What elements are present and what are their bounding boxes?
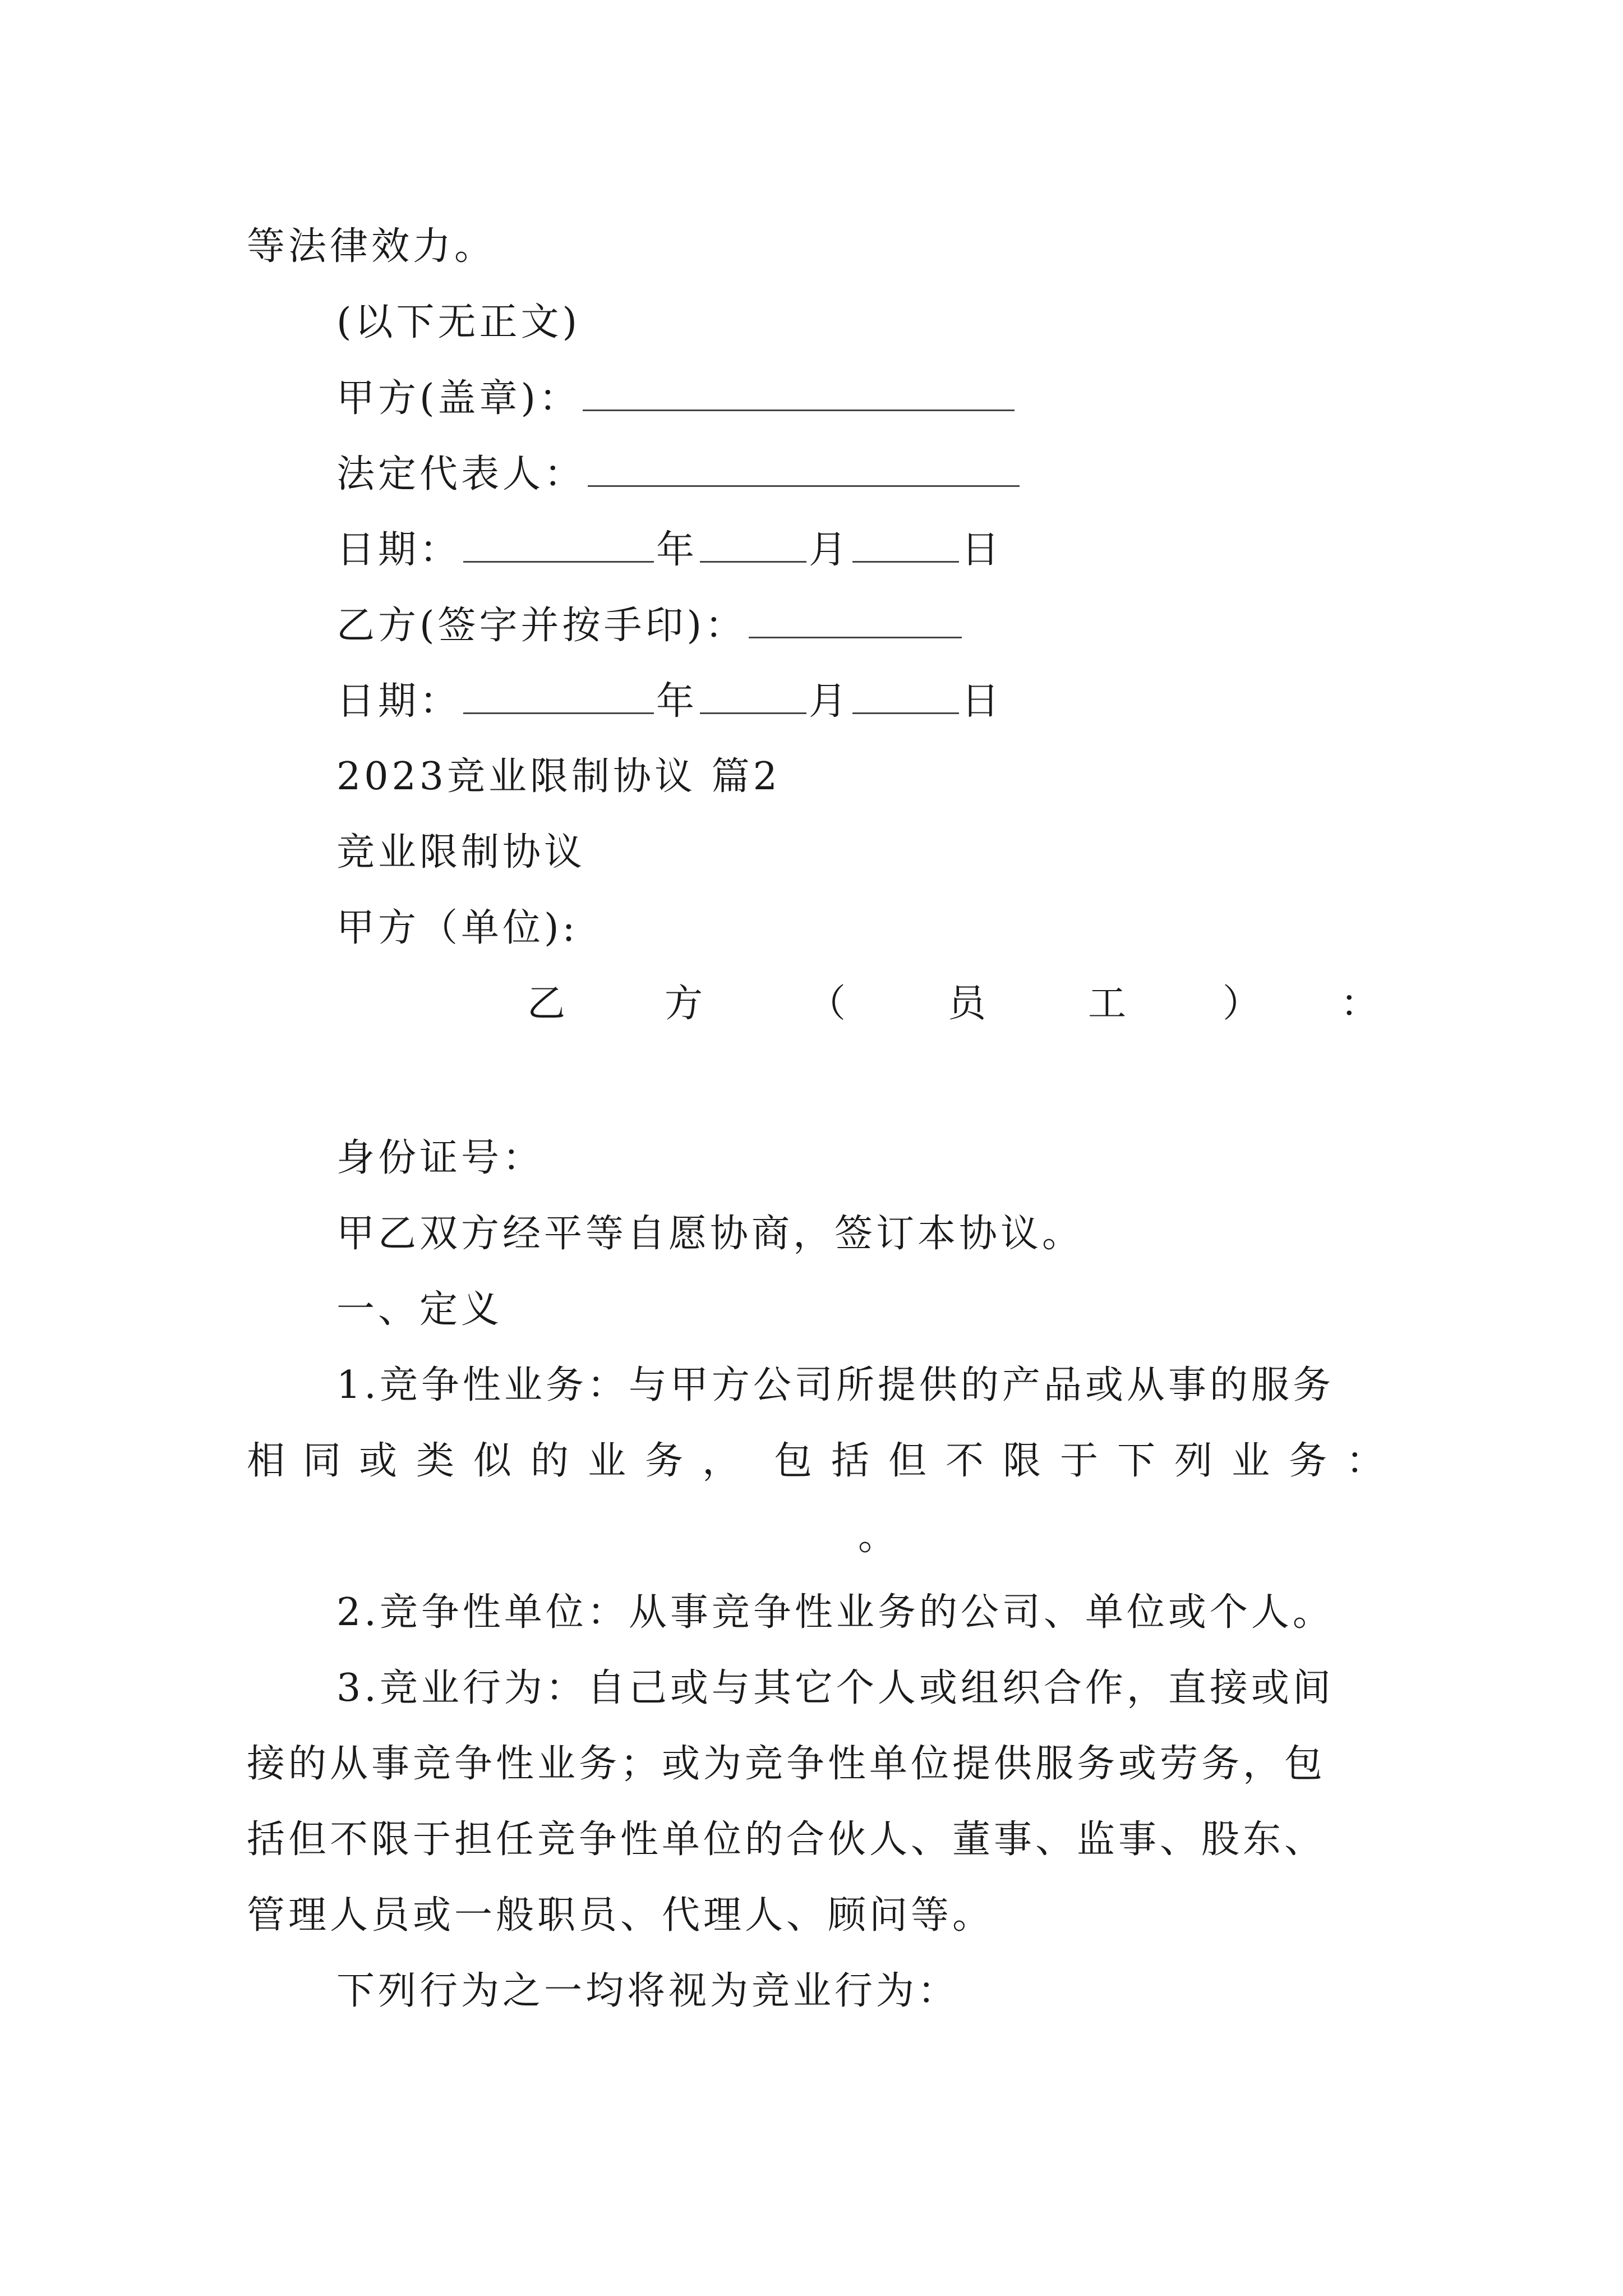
party-b-label (0, 982, 1623, 1027)
field-label: 日期： (336, 528, 462, 572)
section-heading: 2023竞业限制协议 篇2 (336, 754, 781, 799)
spaced-char: 似 (473, 1439, 512, 1483)
blank-underline (700, 527, 806, 563)
signature-field-party-b (336, 603, 964, 648)
spaced-char: 业 (588, 1439, 626, 1483)
spaced-char: 列 (1174, 1439, 1213, 1483)
spaced-char: ） (1223, 982, 1261, 1026)
date-field-party-b (336, 679, 1003, 724)
spaced-char: ： (1340, 982, 1379, 1026)
spaced-char: 包 (774, 1439, 813, 1483)
spaced-char: 或 (359, 1439, 398, 1483)
spaced-char: 方 (665, 982, 703, 1026)
paragraph-line: 下列行为之一均将视为竞业行为： (336, 1969, 960, 2013)
spaced-char: 但 (888, 1439, 927, 1483)
date-unit: 日 (961, 679, 1003, 724)
id-number-label: 身份证号： (336, 1136, 545, 1180)
clause-heading: 一、定义 (336, 1287, 503, 1332)
spaced-char: 不 (946, 1439, 984, 1483)
spaced-char: 括 (831, 1439, 870, 1483)
spaced-char: （ (808, 982, 846, 1026)
party-a-label: 甲方（单位): (336, 906, 579, 950)
date-unit: 年 (656, 679, 698, 724)
signature-field-legal-rep (336, 452, 1022, 497)
text-line: (以下无正文) (336, 300, 581, 344)
spaced-char: 相 (247, 1439, 285, 1483)
spaced-char: 务 (645, 1439, 684, 1483)
paragraph-line: 3.竞业行为：自己或与其它个人或组织合作，直接或间 (336, 1666, 1334, 1710)
blank-underline (588, 452, 1020, 487)
spaced-char: 务 (1289, 1439, 1327, 1483)
spaced-char: 于 (1060, 1439, 1099, 1483)
spaced-char: ： (1346, 1439, 1385, 1483)
blank-underline (749, 603, 962, 638)
paragraph-line: 1.竞争性业务：与甲方公司所提供的产品或从事的服务 (336, 1363, 1334, 1407)
paragraph-line: 甲乙双方经平等自愿协商，签订本协议。 (336, 1212, 1084, 1256)
date-unit: 月 (809, 528, 851, 572)
signature-field-party-a (336, 376, 1017, 421)
blank-underline (583, 376, 1015, 411)
document-title: 竞业限制协议 (336, 830, 586, 875)
blank-underline (852, 679, 959, 714)
date-field-party-a (336, 527, 1003, 573)
spaced-char: 同 (303, 1439, 342, 1483)
paragraph-line: 2.竞争性单位：从事竞争性业务的公司、单位或个人。 (336, 1590, 1334, 1635)
blank-underline (463, 679, 654, 714)
spaced-char: 业 (1232, 1439, 1270, 1483)
text-line: 。 (858, 1515, 900, 1559)
spaced-char: 限 (1003, 1439, 1041, 1483)
spaced-char: ， (702, 1439, 741, 1483)
spaced-char: 工 (1088, 982, 1127, 1026)
date-unit: 日 (961, 528, 1003, 572)
spaced-char: 的 (531, 1439, 569, 1483)
date-unit: 年 (656, 528, 698, 572)
paragraph-line: 接的从事竞争性业务；或为竞争性单位提供服务或劳务，包 (247, 1742, 1326, 1786)
field-label: 甲方(盖章)： (336, 376, 581, 421)
date-unit: 月 (809, 679, 851, 724)
spaced-char: 乙 (527, 982, 566, 1026)
blank-underline (700, 679, 806, 714)
justified-line (0, 1439, 1623, 1484)
blank-underline (852, 527, 959, 563)
paragraph-line: 括但不限于担任竞争性单位的合伙人、董事、监事、股东、 (247, 1818, 1326, 1862)
spaced-char: 员 (948, 982, 986, 1026)
field-label: 法定代表人： (336, 452, 586, 496)
paragraph-line: 管理人员或一般职员、代理人、顾问等。 (247, 1893, 994, 1938)
blank-underline (463, 527, 654, 563)
field-label: 乙方(签字并按手印)： (336, 604, 747, 648)
spaced-char: 下 (1117, 1439, 1156, 1483)
text-line: 等法律效力。 (247, 224, 496, 269)
spaced-char: 类 (416, 1439, 455, 1483)
field-label: 日期： (336, 679, 462, 724)
